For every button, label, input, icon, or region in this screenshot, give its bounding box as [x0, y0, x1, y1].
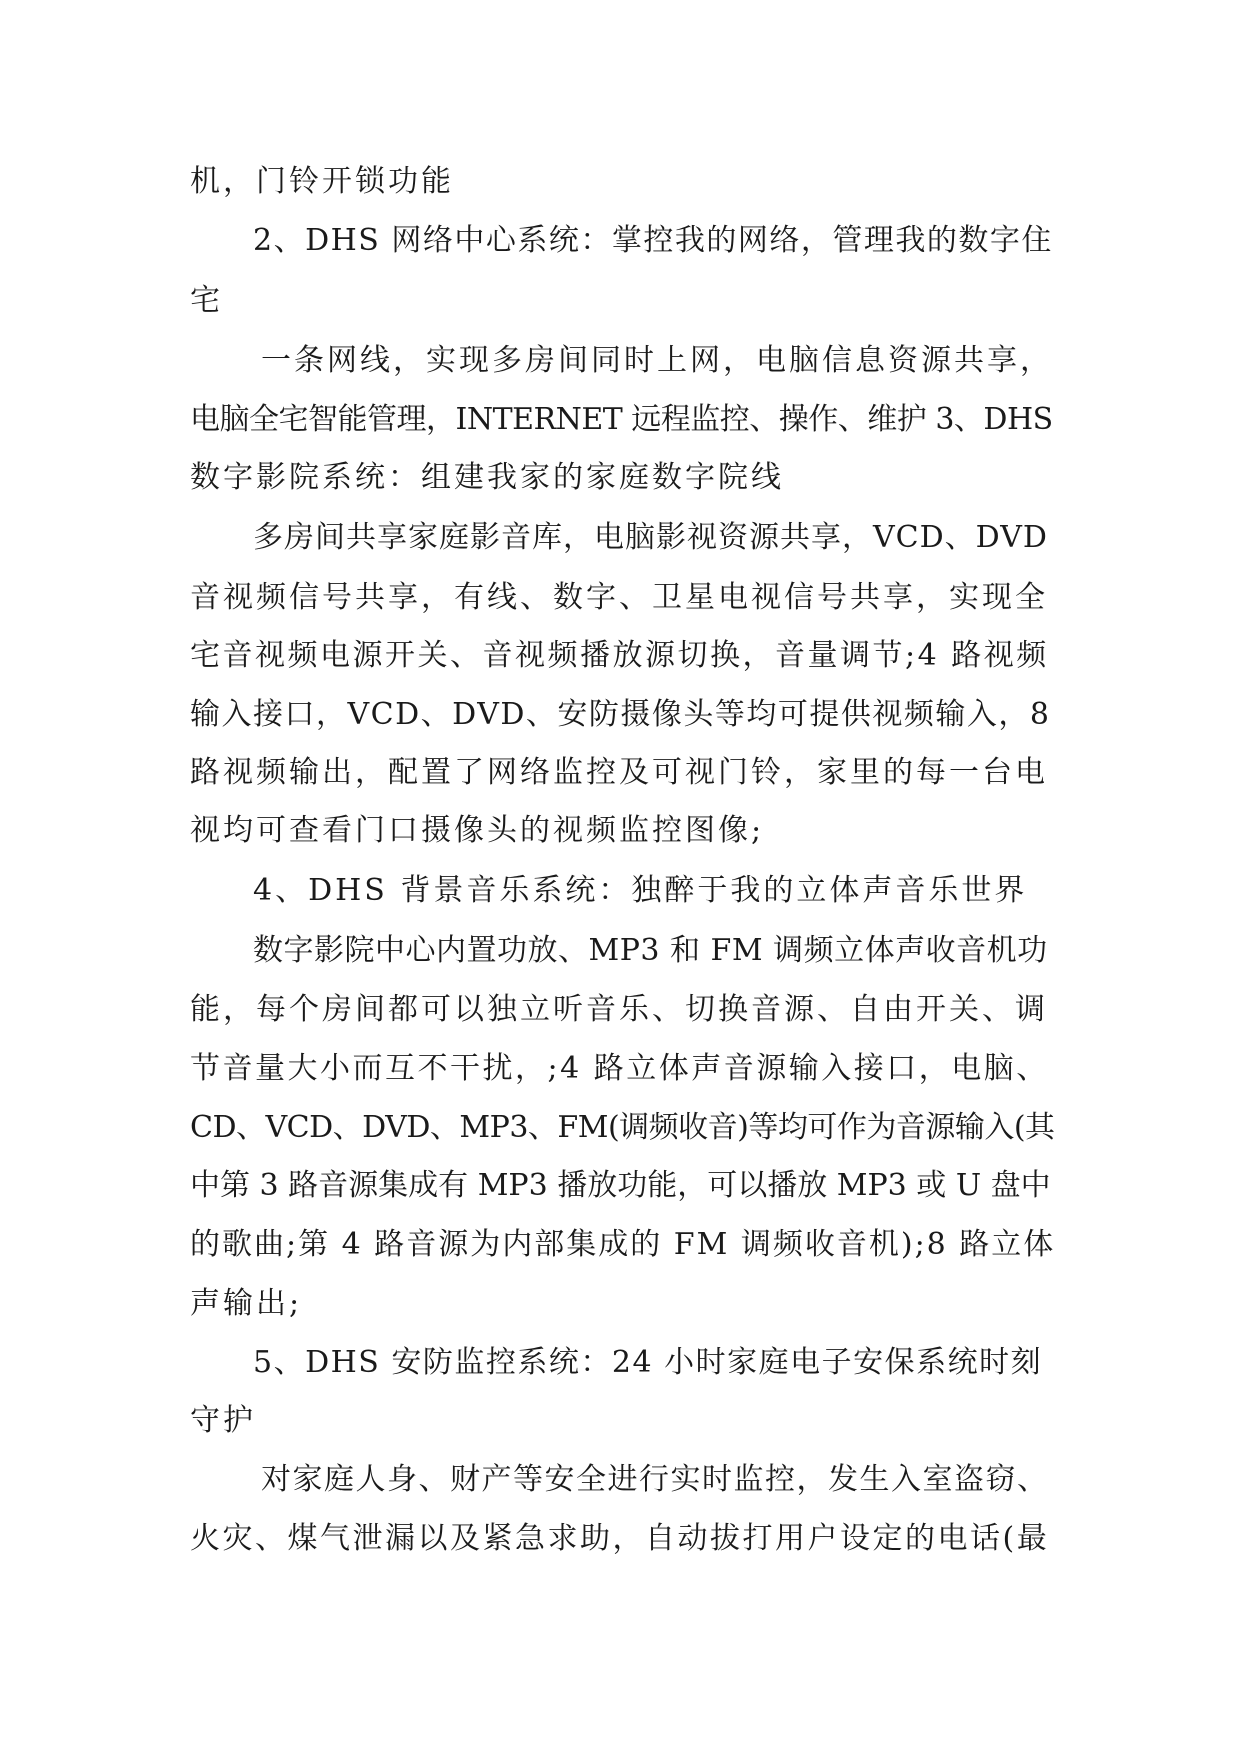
text-line: 守护: [190, 1403, 256, 1438]
text-line: CD、VCD、DVD、MP3、FM(调频收音)等均可作为音源输入(其: [190, 1110, 1055, 1145]
text-line: 宅: [190, 283, 223, 318]
text-line: 路视频输出，配置了网络监控及可视门铃，家里的每一台电: [190, 755, 1048, 790]
text-line: 一条网线，实现多房间同时上网，电脑信息资源共享，: [261, 343, 1053, 378]
text-line: 机，门铃开锁功能: [190, 164, 454, 199]
text-line: 声输出;: [190, 1286, 303, 1321]
text-line: 中第 3 路音源集成有 MP3 播放功能，可以播放 MP3 或 U 盘中: [190, 1168, 1051, 1203]
text-line: 2、DHS 网络中心系统：掌控我的网络，管理我的数字住: [253, 223, 1053, 258]
text-line: 的歌曲;第 4 路音源为内部集成的 FM 调频收音机);8 路立体: [190, 1227, 1056, 1262]
text-line: 节音量大小而互不干扰，;4 路立体声音源输入接口，电脑、: [190, 1051, 1049, 1086]
text-line: 音视频信号共享，有线、数字、卫星电视信号共享，实现全: [190, 580, 1048, 615]
text-line: 视均可查看门口摄像头的视频监控图像;: [190, 813, 765, 848]
text-line: 对家庭人身、财产等安全进行实时监控，发生入室盗窃、: [261, 1462, 1049, 1497]
text-line: 火灾、煤气泄漏以及紧急求助，自动拔打用户设定的电话(最: [190, 1521, 1050, 1556]
text-line: 输入接口，VCD、DVD、安防摄像头等均可提供视频输入，8: [190, 697, 1051, 732]
text-line: 宅音视频电源开关、音视频播放源切换，音量调节;4 路视频: [190, 638, 1049, 673]
text-line: 数字影院中心内置功放、MP3 和 FM 调频立体声收音机功: [253, 933, 1048, 968]
text-line: 4、DHS 背景音乐系统：独醉于我的立体声音乐世界: [253, 873, 1028, 908]
text-line: 数字影院系统：组建我家的家庭数字院线: [190, 460, 784, 495]
text-line: 5、DHS 安防监控系统：24 小时家庭电子安保系统时刻: [253, 1345, 1043, 1380]
text-line: 电脑全宅智能管理，INTERNET 远程监控、操作、维护 3、DHS: [190, 402, 1053, 437]
text-line: 能，每个房间都可以独立听音乐、切换音源、自由开关、调: [190, 992, 1048, 1027]
text-line: 多房间共享家庭影音库，电脑影视资源共享，VCD、DVD: [253, 520, 1048, 555]
